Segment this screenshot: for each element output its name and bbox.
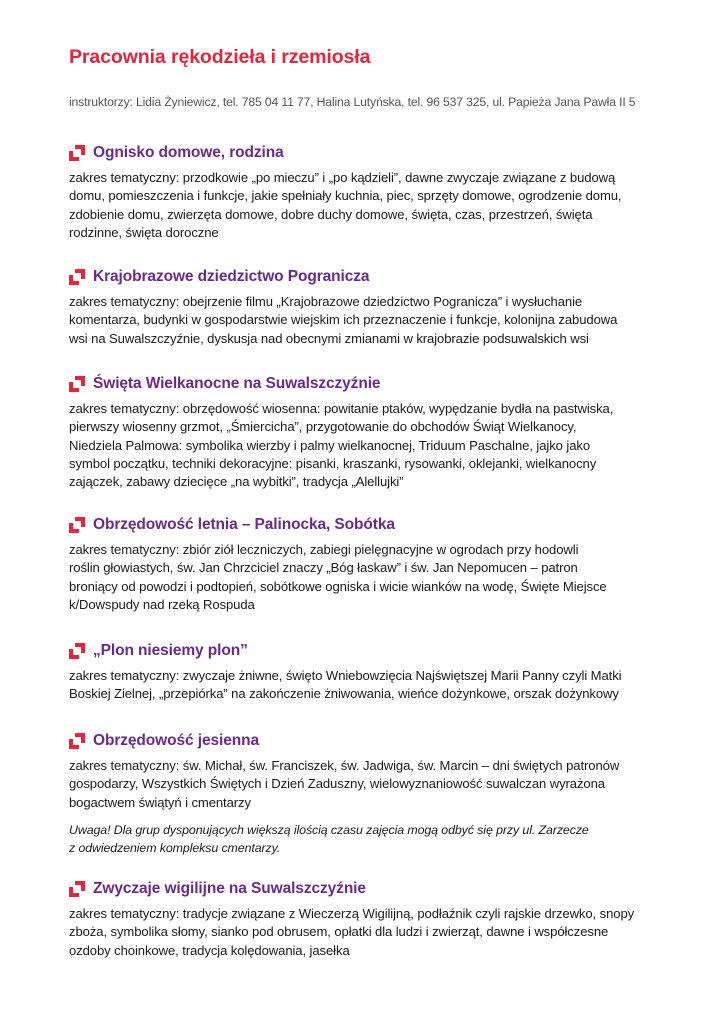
description-line: k/Dowspudy nad rzeką Rospuda xyxy=(69,596,255,612)
section-description xyxy=(69,757,709,812)
section-note xyxy=(69,821,709,857)
description-line: bogactwem świątyń i cmentarzy xyxy=(69,794,251,810)
section xyxy=(69,375,709,491)
description-line: komentarza, budynki w gospodarstwie wiejskim ich przeznaczenie i funkcje, kolonijna zabudowa xyxy=(69,312,618,328)
description-line: domu, pomieszczenia i funkcje, jakie spełniały kuchnia, piec, sprzęty domowe, ogrodzenie domu, xyxy=(69,188,622,204)
description-line: wsi na Suwalszczyźnie, dyskusja nad obecnymi zmianami w krajobrazie podsuwalskich wsi xyxy=(69,330,589,346)
section-description xyxy=(69,293,709,348)
description-line: broniący od powodzi i podtopień, sobótkowe ogniska i wicie wianków na wodę, Święte Miejsce xyxy=(69,578,607,594)
description-line: zboża, symbolika słomy, sianko pod obrusem, opłatki dla ludzi i zwierząt, dawne i współczesne xyxy=(69,924,609,940)
description-line: zdobienie domu, zwierzęta domowe, dobre duchy domowe, święta, czas, przestrzeń, święta xyxy=(69,206,593,222)
section-header xyxy=(69,732,709,754)
section-description xyxy=(69,905,709,960)
section-title: Ognisko domowe, rodzina xyxy=(93,144,284,161)
corner-bracket-icon xyxy=(69,145,85,161)
description-line: rodzinne, święta doroczne xyxy=(69,224,219,240)
corner-bracket-icon xyxy=(69,269,85,285)
section xyxy=(69,732,709,857)
corner-bracket-icon xyxy=(69,376,85,392)
description-line: zakres tematyczny: obejrzenie filmu „Krajobrazowe dziedzictwo Pogranicza” i wysłuchanie xyxy=(69,294,583,309)
description-line: gospodarzy, Wszystkich Świętych i Dzień Zaduszny, wielowyznaniowość suwalczan wyrażona xyxy=(69,776,605,792)
instructors-info: instruktorzy: Lidia Żyniewicz, tel. 785 04 11 77, Halina Lutyńska, tel. 96 537 325, ul. Papieża Jana Pawła II 5 xyxy=(69,95,636,109)
description-line: ozdoby choinkowe, tradycja kolędowania, jasełka xyxy=(69,942,350,958)
section-header xyxy=(69,375,709,397)
section-header xyxy=(69,516,709,538)
section-header xyxy=(69,268,709,290)
corner-bracket-icon xyxy=(69,881,85,897)
note-line: Uwaga! Dla grup dysponujących większą ilością czasu zajęcia mogą odbyć się przy ul. Zarzecze xyxy=(69,822,589,837)
section xyxy=(69,144,709,242)
description-line: zakres tematyczny: obrzędowość wiosenna: powitanie ptaków, wypędzanie bydła na pastwiska, xyxy=(69,401,614,416)
corner-bracket-icon xyxy=(69,517,85,533)
section-description xyxy=(69,541,709,614)
corner-bracket-icon xyxy=(69,733,85,749)
description-line: zakres tematyczny: tradycje związane z Wieczerzą Wigilijną, podłaźnik czyli rajskie drzewko, snopy xyxy=(69,906,635,921)
section-title: Krajobrazowe dziedzictwo Pogranicza xyxy=(93,268,370,285)
page-title: Pracownia rękodzieła i rzemiosła xyxy=(69,46,371,68)
section-title: „Plon niesiemy plon” xyxy=(93,642,248,659)
description-line: zakres tematyczny: przodkowie „po mieczu” i „po kądzieli”, dawne zwyczaje związane z budową xyxy=(69,170,616,185)
corner-bracket-icon xyxy=(69,643,85,659)
section xyxy=(69,642,709,704)
section xyxy=(69,516,709,614)
section-description xyxy=(69,400,709,491)
description-line: zakres tematyczny: zwyczaje żniwne, święto Wniebowzięcia Najświętszej Marii Panny czyli Matki xyxy=(69,668,622,683)
description-line: symbol początku, techniki dekoracyjne: pisanki, kraszanki, rysowanki, oklejanki, wielkanocny xyxy=(69,455,597,471)
description-line: Niedziela Palmowa: symbolika wierzby i palmy wielkanocnej, Triduum Paschalne, jajko jako xyxy=(69,437,590,453)
section-header xyxy=(69,880,709,902)
description-line: pierwszy wiosenny grzmot, „Śmiercicha”, przygotowanie do obchodów Świąt Wielkanocy, xyxy=(69,419,577,435)
section-header xyxy=(69,642,709,664)
section-title: Zwyczaje wigilijne na Suwalszczyźnie xyxy=(93,880,366,897)
description-line: zakres tematyczny: św. Michał, św. Franciszek, św. Jadwiga, św. Marcin – dni świętych patronów xyxy=(69,758,620,773)
note-line: z odwiedzeniem kompleksu cmentarzy. xyxy=(69,840,281,855)
description-line: zajączek, zabawy dziecięce „na wybitki”, tradycja „Alellujki” xyxy=(69,474,404,490)
section-header xyxy=(69,144,709,166)
section-title: Święta Wielkanocne na Suwalszczyźnie xyxy=(93,375,381,392)
section-description xyxy=(69,667,709,704)
section-description xyxy=(69,169,709,242)
section-title: Obrzędowość letnia – Palinocka, Sobótka xyxy=(93,516,395,533)
description-line: Boskiej Zielnej, „przepiórka” na zakończenie żniwowania, wieńce dożynkowe, orszak dożynkowy xyxy=(69,686,619,702)
section-title: Obrzędowość jesienna xyxy=(93,732,259,749)
description-line: roślin głowiastych, św. Jan Chrzciciel znaczy „Bóg łaskaw” i św. Jan Nepomucen – patron xyxy=(69,560,578,576)
section xyxy=(69,268,709,348)
section xyxy=(69,880,709,960)
description-line: zakres tematyczny: zbiór ziół leczniczych, zabiegi pielęgnacyjne w ogrodach przy hodowli xyxy=(69,542,579,557)
